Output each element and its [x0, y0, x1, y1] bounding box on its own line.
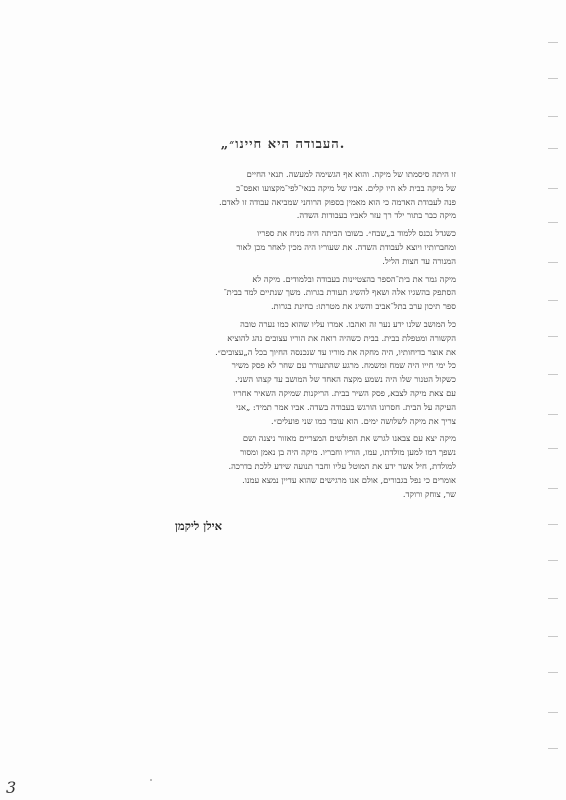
paragraph: [130, 227, 456, 268]
margin-tick: [548, 222, 558, 223]
text-line: שר, צוחק ורוקד.: [402, 488, 456, 499]
text-line: מיקה גמר את בית־הספר בהצטיינות בעבודה ובלמודים. מיקה לא: [252, 273, 456, 284]
text-line: עם צאת מיקה לצבא, פסק השיר בבית. הריקנות שמיקה השאיר אחריו: [233, 387, 456, 398]
text-line: הסתפק בהשגיו אלה ושאף להשיג תעודת בגרות. משך שנתיים למד בבית־: [223, 287, 456, 298]
paragraph: [130, 273, 456, 314]
text-line: מיקה יצא עם צבאנו לגרש את הפולשים המצריים מאזור ניצנה ושם: [242, 433, 456, 444]
paragraph: [130, 318, 456, 428]
text-line: נשפך דמו למען מולדתו, עמו, הוריו וחבריו. מיקה היה בן נאמן ומסור: [240, 447, 456, 458]
paragraph: [130, 168, 456, 223]
text-line: העיקה על הבית. חסרונו הורגש בעבודה בשדה. אביו אמר תמיד: „אני: [236, 401, 456, 412]
margin-tick: [548, 42, 558, 43]
text-line: כשגדל נכנס ללמוד ב„שבח״. בשובו הביתה היה מניח את ספריו: [257, 228, 456, 239]
text-line: מיקה כבר בתור ילד רך עזר לאביו בעבודות השדה.: [296, 210, 456, 221]
text-line: ספר תיכון ערב בתל־אביב והשיג את מטרתו: בחינת בגרות.: [271, 301, 456, 312]
page-number: 3: [6, 778, 17, 797]
text-line: המנורה עד חצות הליל.: [382, 255, 456, 266]
text-line: כל ימי חייו היה שמח ומשמח. מרגע שהתעורר עם שחר לא פסק משיר: [231, 360, 456, 371]
margin-tick: [548, 598, 558, 599]
document-title: „העבודה היא חיינו״.: [220, 137, 346, 152]
scan-speck: [150, 779, 152, 781]
text-line: אומרים כי נפל בגבורים, אולם אנו מרגישים שהוא עדיין נמצא עמנו.: [242, 474, 456, 485]
author-signature: אילן ליקמן: [174, 519, 222, 533]
margin-tick: [548, 188, 558, 189]
margin-tick: [548, 336, 558, 337]
text-line: כל המושב שלנו ידע נער זה ואהבו. אמרו עליו שהוא כמו נערה טובה: [240, 318, 456, 329]
text-line: צריך את מיקה לשלושה ימים. הוא עובד כמו שני פועלים״.: [271, 415, 456, 426]
margin-tick: [548, 560, 558, 561]
margin-tick: [548, 116, 558, 117]
text-line: כשקול הטנור שלו היה נשמע מקצה האחד של המושב עד קצהו השני.: [235, 374, 456, 385]
text-line: פנה לעבודת האדמה כי הוא מאמין בספוק הרוחני שמביאה עבודה זו לאדם.: [218, 196, 456, 207]
margin-tick: [548, 748, 558, 749]
text-line: את אוצר בדיחותיו, היה מחקה את מוריו עד שנכנסה החיוך בכל ה„עצובים״.: [215, 346, 456, 357]
text-line: ומחברותיו ויוצא לעבודת השדה. את שעוריו היה מכין לאחר מכן לאור: [236, 241, 456, 252]
text-line: למולדת, חיל אשר ידע את המוטל עליו וחבר תנועה שידע ללכת בדרכה.: [228, 460, 456, 471]
text-line: הקשורה ומטפלת בבית. בבית כשהיה רואה את הוריו עצובים נהג להוציא: [227, 332, 456, 343]
margin-tick: [548, 374, 558, 375]
margin-tick: [548, 524, 558, 525]
margin-tick: [548, 414, 558, 415]
margin-tick: [548, 262, 558, 263]
paragraph: [130, 432, 456, 501]
margin-tick: [548, 672, 558, 673]
margin-tick: [548, 448, 558, 449]
margin-tick: [548, 488, 558, 489]
document-body: [130, 168, 456, 505]
margin-tick: [548, 712, 558, 713]
text-line: של מיקה בבית לא היו קלים. אביו של מיקה בנאי־לפי־מקצועו ואפס־כ: [236, 182, 456, 193]
text-line: זו היתה סיסמתו של מיקה. והוא אף הגשימה למעשה. תנאי החיים: [246, 169, 456, 179]
margin-tick: [548, 78, 558, 79]
page-edge-marks: [544, 0, 558, 800]
margin-tick: [548, 300, 558, 301]
margin-tick: [548, 636, 558, 637]
